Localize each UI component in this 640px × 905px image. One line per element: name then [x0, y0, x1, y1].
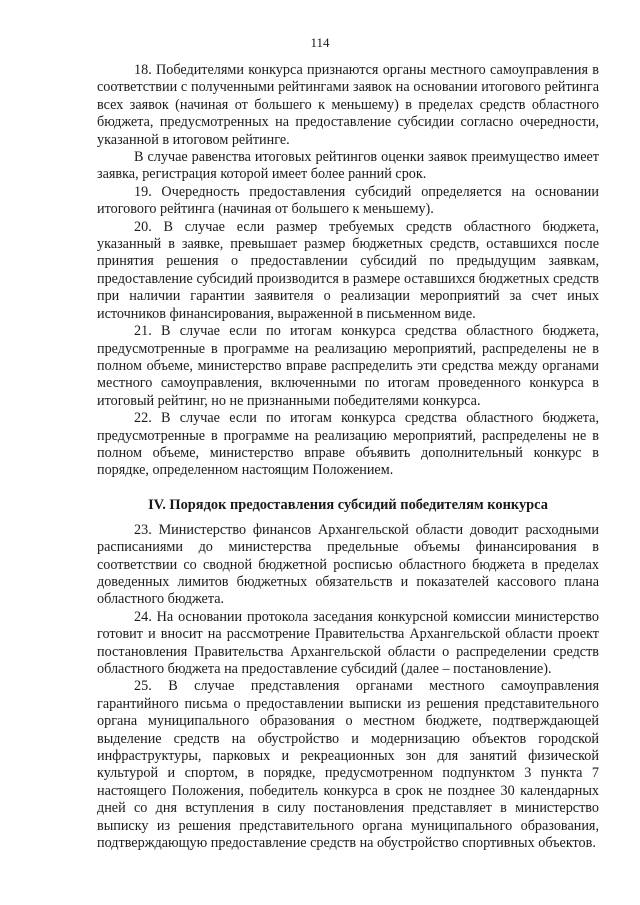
page-number: 114	[310, 35, 330, 50]
paragraph-21: 21. В случае если по итогам конкурса средства областного бюджета, предусмотренные в программе на реализацию мероприятий, распределены не в полном объеме, министерство вправе распределить эти средства между органами местного самоуправления, включенными по итогам проведенного конкурса в итоговый рейтинг, но не признанными победителями конкурса.	[97, 323, 599, 409]
paragraph-20: 20. В случае если размер требуемых средств областного бюджета, указанный в заявке, превышает размер бюджетных средств, оставшихся после принятия решения о предоставлении субсидий по предыдущим заявкам, предоставление субсидий производится в размере оставшихся бюджетных средств при наличии гарантии заявителя о реализации мероприятий за счет иных источников финансирования, выраженной в письменном виде.	[97, 218, 599, 322]
paragraph-25: 25. В случае представления органами местного самоуправления гарантийного письма о предоставлении выписки из решения представительного органа муниципального образования о местном бюджете, подтверждающей выделение средств на обустройство и модернизацию объектов городской инфраструктуры, парковых и рекреационных зон для занятий физической культурой и спортом, в порядке, предусмотренном подпунктом 3 пункта 7 настоящего Положения, победитель конкурса в срок не позднее 30 календарных дней со дня вступления в силу постановления представляет в министерство выписку из решения представительного органа муниципального образования, подтверждающую предоставление средств на обустройство спортивных объектов.	[97, 678, 599, 852]
paragraph-19: 19. Очередность предоставления субсидий определяется на основании итогового рейтинга (начиная от большего к меньшему).	[97, 183, 599, 218]
paragraph-18: 18. Победителями конкурса признаются органы местного самоуправления в соответствии с полученными рейтингами заявок на основании итогового рейтинга всех заявок (начиная от большего к меньшему) в пределах средств областного бюджета, предусмотренных на предоставление субсидии согласно очередности, указанной в итоговом рейтинге.	[97, 62, 599, 148]
paragraph-22: 22. В случае если по итогам конкурса средства областного бюджета, предусмотренные в программе на реализацию мероприятий, распределены не в полном объеме, министерство вправе объявить дополнительный конкурс в порядке, определенном настоящим Положением.	[97, 410, 599, 479]
paragraph-24: 24. На основании протокола заседания конкурсной комиссии министерство готовит и вносит на рассмотрение Правительства Архангельской области проект постановления Правительства Архангельской области о распределении средств областного бюджета на предоставление субсидий (далее – постановление).	[97, 608, 599, 677]
paragraph-23: 23. Министерство финансов Архангельской области доводит расходными расписаниями до министерства предельные объемы финансирования в соответствии со сводной бюджетной росписью областного бюджета в пределах доведенных лимитов бюджетных обязательств и показателей кассового плана областного бюджета.	[97, 521, 599, 608]
section-heading: IV. Порядок предоставления субсидий победителям конкурса	[148, 496, 548, 513]
paragraph-18-tie-rule: В случае равенства итоговых рейтингов оценки заявок преимущество имеет заявка, регистрация которой имеет более ранний срок.	[97, 149, 599, 183]
document-body	[97, 62, 599, 852]
